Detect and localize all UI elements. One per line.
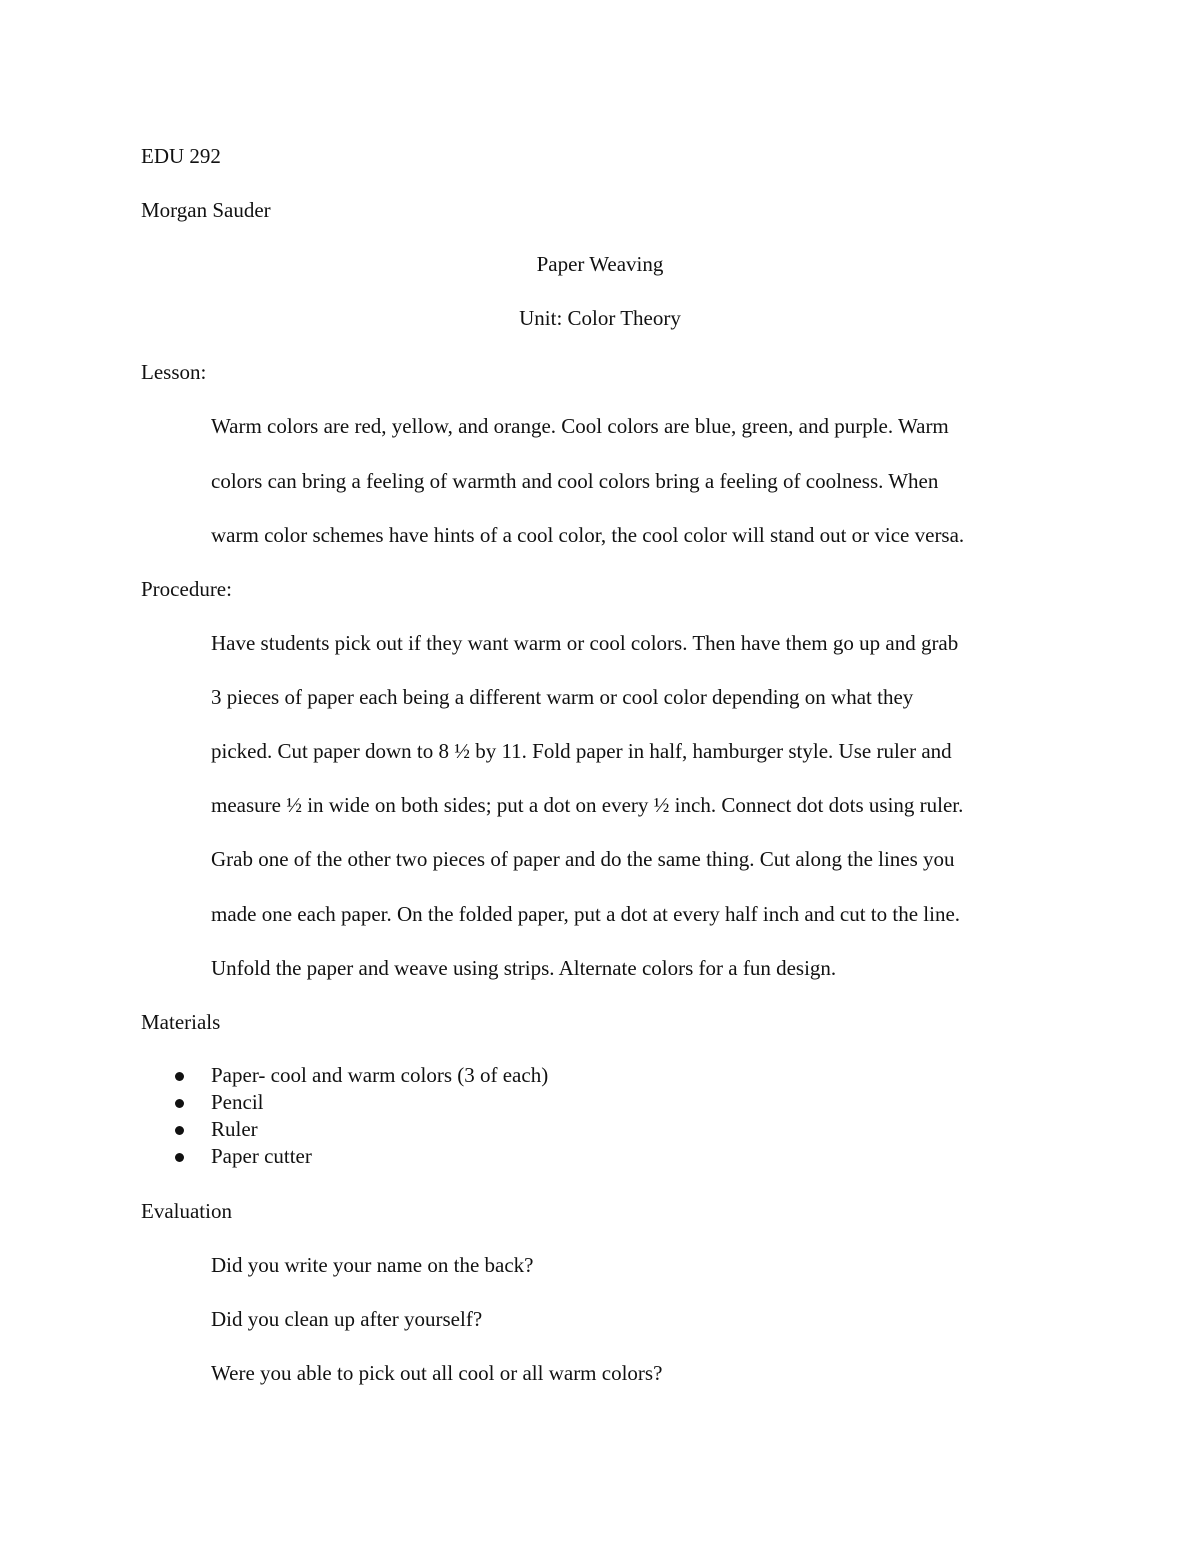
lesson-line: Warm colors are red, yellow, and orange. Cool colors are blue, green, and purple. Warm [211, 414, 949, 438]
procedure-heading: Procedure: [141, 577, 232, 601]
procedure-line: measure ½ in wide on both sides; put a dot on every ½ inch. Connect dot dots using ruler. [211, 793, 964, 817]
evaluation-question: Were you able to pick out all cool or all warm colors? [211, 1361, 663, 1385]
material-label: Paper- cool and warm colors (3 of each) [211, 1063, 549, 1087]
bullet-icon [175, 1153, 184, 1162]
procedure-line: made one each paper. On the folded paper, put a dot at every half inch and cut to the line. [211, 902, 961, 926]
bullet-icon [175, 1099, 184, 1108]
lesson-heading: Lesson: [141, 360, 207, 384]
material-label: Pencil [211, 1090, 264, 1114]
evaluation-question: Did you clean up after yourself? [211, 1307, 483, 1331]
material-label: Paper cutter [211, 1144, 312, 1168]
course-code: EDU 292 [141, 144, 221, 168]
materials-heading: Materials [141, 1010, 221, 1034]
author-name: Morgan Sauder [141, 198, 271, 222]
procedure-line: Have students pick out if they want warm or cool colors. Then have them go up and grab [211, 631, 959, 655]
bullet-icon [175, 1072, 184, 1081]
lesson-line: warm color schemes have hints of a cool color, the cool color will stand out or vice versa. [211, 523, 965, 547]
procedure-line: Unfold the paper and weave using strips. Alternate colors for a fun design. [211, 956, 837, 980]
evaluation-question: Did you write your name on the back? [211, 1253, 534, 1277]
material-label: Ruler [211, 1117, 258, 1141]
evaluation-heading: Evaluation [141, 1199, 232, 1223]
procedure-line: 3 pieces of paper each being a different warm or cool color depending on what they [211, 685, 914, 709]
unit-title: Unit: Color Theory [519, 306, 681, 330]
lesson-line: colors can bring a feeling of warmth and cool colors bring a feeling of coolness. When [211, 469, 939, 493]
procedure-line: Grab one of the other two pieces of paper and do the same thing. Cut along the lines you [211, 847, 955, 871]
document-title: Paper Weaving [536, 252, 664, 276]
procedure-line: picked. Cut paper down to 8 ½ by 11. Fold paper in half, hamburger style. Use ruler and [211, 739, 952, 763]
bullet-icon [175, 1126, 184, 1135]
